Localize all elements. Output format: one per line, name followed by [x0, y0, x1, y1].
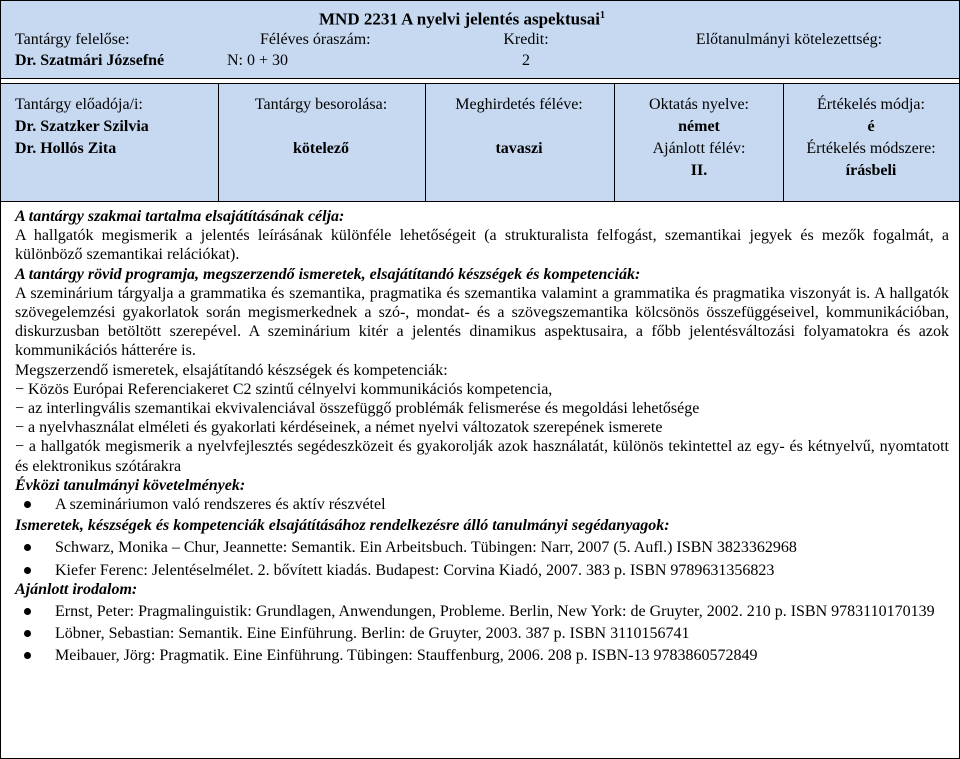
evkozi-list	[15, 495, 949, 514]
meghirdetes-value: tavaszi	[495, 140, 543, 157]
eloado-name-2: Dr. Hollós Zita	[15, 140, 117, 157]
divider	[425, 84, 426, 201]
divider	[783, 84, 784, 201]
dash-item: − Közös Európai Referenciakeret C2 szintű célnyelvi kommunikációs kompetencia,	[15, 380, 553, 398]
ertekeles-modszer-label: Értékelés módszere:	[806, 140, 936, 157]
program-text: A szeminárium tárgyalja a grammatika és szemantika, pragmatika és szemantika valamint a grammatika és pragmatika viszonyát is. A hallgatók szövegelemzési gyakorlatok során megismerkednek a szó-, mondat- és a szövegszemantika kölcsönös összefüggéseivel, kommunikációban, diskurzusban betöltött szerepével. A szeminárium kitér a jelentés dinamikus aspektusaira, a főbb jelentésváltozási folyamatokra és azok kommunikációs hátterére is.	[15, 284, 949, 360]
course-title: MND 2231 A nyelvi jelentés aspektusai$^1$	[319, 9, 605, 29]
program-heading: A tantárgy rövid programja, megszerzendő ismeretek, elsajátítandó készségek és kompetenciák:	[15, 265, 641, 283]
dash-item: − az interlingvális szemantikai ekvivalenciával összefüggő problémák felismerése és megoldási lehetősége	[15, 400, 700, 418]
list-item: Ernst, Peter: Pragmalinguistik: Grundlagen, Anwendungen, Probleme. Berlin, New York: de Gruyter, 2002. 210 p. ISBN 9783110170139	[15, 602, 949, 621]
elotanulmanyi-label: Előtanulmányi kötelezettség:	[695, 31, 883, 48]
bullet-icon	[24, 630, 31, 637]
evkozi-heading: Évközi tanulmányi követelmények:	[15, 476, 246, 494]
nyelv-label: Oktatás nyelve:	[649, 96, 749, 113]
divider	[614, 84, 615, 201]
divider	[218, 84, 219, 201]
list-item: Kiefer Ferenc: Jelentéselmélet. 2. bővített kiadás. Budapest: Corvina Kiadó, 2007. 383 p. ISBN 9789631356823	[15, 561, 949, 580]
ajanlott-label: Ajánlott félév:	[652, 140, 746, 157]
oraszam-label: Féléves óraszám:	[260, 31, 371, 48]
bullet-icon	[24, 652, 31, 659]
irodalom-heading: Ajánlott irodalom:	[15, 580, 138, 598]
ertekeles-mod-label: Értékelés módja:	[817, 96, 925, 113]
bullet-icon	[24, 501, 31, 508]
cel-text: A hallgatók megismerik a jelentés leírásának különféle lehetőségeit (a strukturalista felfogást, szemantikai jegyek és mezők fogalmát, a különböző szemantikai relációkat).	[15, 227, 949, 264]
list-item: A szemináriumon való rendszeres és aktív részvétel	[15, 495, 949, 514]
felelos-name: Dr. Szatmári Józsefné	[15, 52, 165, 69]
divider	[1, 201, 959, 202]
divider	[1, 78, 959, 79]
list-item: Meibauer, Jörg: Pragmatik. Eine Einführung. Tübingen: Stauffenburg, 2006. 208 p. ISBN-13 9783860572849	[15, 646, 949, 665]
ertekeles-mod-value: é	[867, 118, 875, 135]
besorolas-value: kötelező	[293, 140, 349, 157]
bullet-icon	[24, 567, 31, 574]
list-item: Löbner, Sebastian: Semantik. Eine Einführung. Berlin: de Gruyter, 2003. 387 p. ISBN 3110156741	[15, 624, 949, 643]
segedanyag-heading: Ismeretek, készségek és kompetenciák elsajátításához rendelkezésre álló tanulmányi segédanyagok:	[15, 517, 670, 535]
cel-heading: A tantárgy szakmai tartalma elsajátításának célja:	[15, 208, 345, 225]
segedanyag-list	[15, 538, 949, 579]
divider	[1, 83, 959, 84]
dash-item: − a hallgatók megismerik a nyelvfejlesztés segédeszközeit és gyakorolják azok használatát, különös tekintettel az egy- és kétnyelvű, nyomtatott és elektronikus szótárakra	[15, 438, 949, 475]
kredit-label: Kredit:	[503, 31, 549, 48]
kredit-value: 2	[522, 52, 530, 69]
list-item: Schwarz, Monika – Chur, Jeannette: Semantik. Ein Arbeitsbuch. Tübingen: Narr, 2007 (5. Aufl.) ISBN 3823362968	[15, 538, 949, 557]
bullet-icon	[24, 544, 31, 551]
eloado-name-1: Dr. Szatzker Szilvia	[15, 118, 149, 135]
course-content	[15, 207, 949, 666]
ajanlott-value: II.	[690, 162, 708, 179]
eloado-label: Tantárgy előadója/i:	[15, 96, 143, 113]
nyelv-value: német	[678, 118, 720, 135]
besorolas-label: Tantárgy besorolása:	[254, 96, 388, 113]
felelos-label: Tantárgy felelőse:	[15, 31, 130, 48]
ertekeles-modszer-value: írásbeli	[845, 162, 897, 179]
oraszam-value: N: 0 + 30	[227, 52, 289, 69]
megszerzendo-label: Megszerzendő ismeretek, elsajátítandó készségek és kompetenciák:	[15, 361, 448, 379]
dash-item: − a nyelvhasználat elméleti és gyakorlati kérdéseinek, a német nyelvi változatok szerepének ismerete	[15, 419, 663, 437]
meghirdetes-label: Meghirdetés féléve:	[455, 96, 583, 113]
irodalom-list	[15, 602, 949, 666]
bullet-icon	[24, 608, 31, 615]
